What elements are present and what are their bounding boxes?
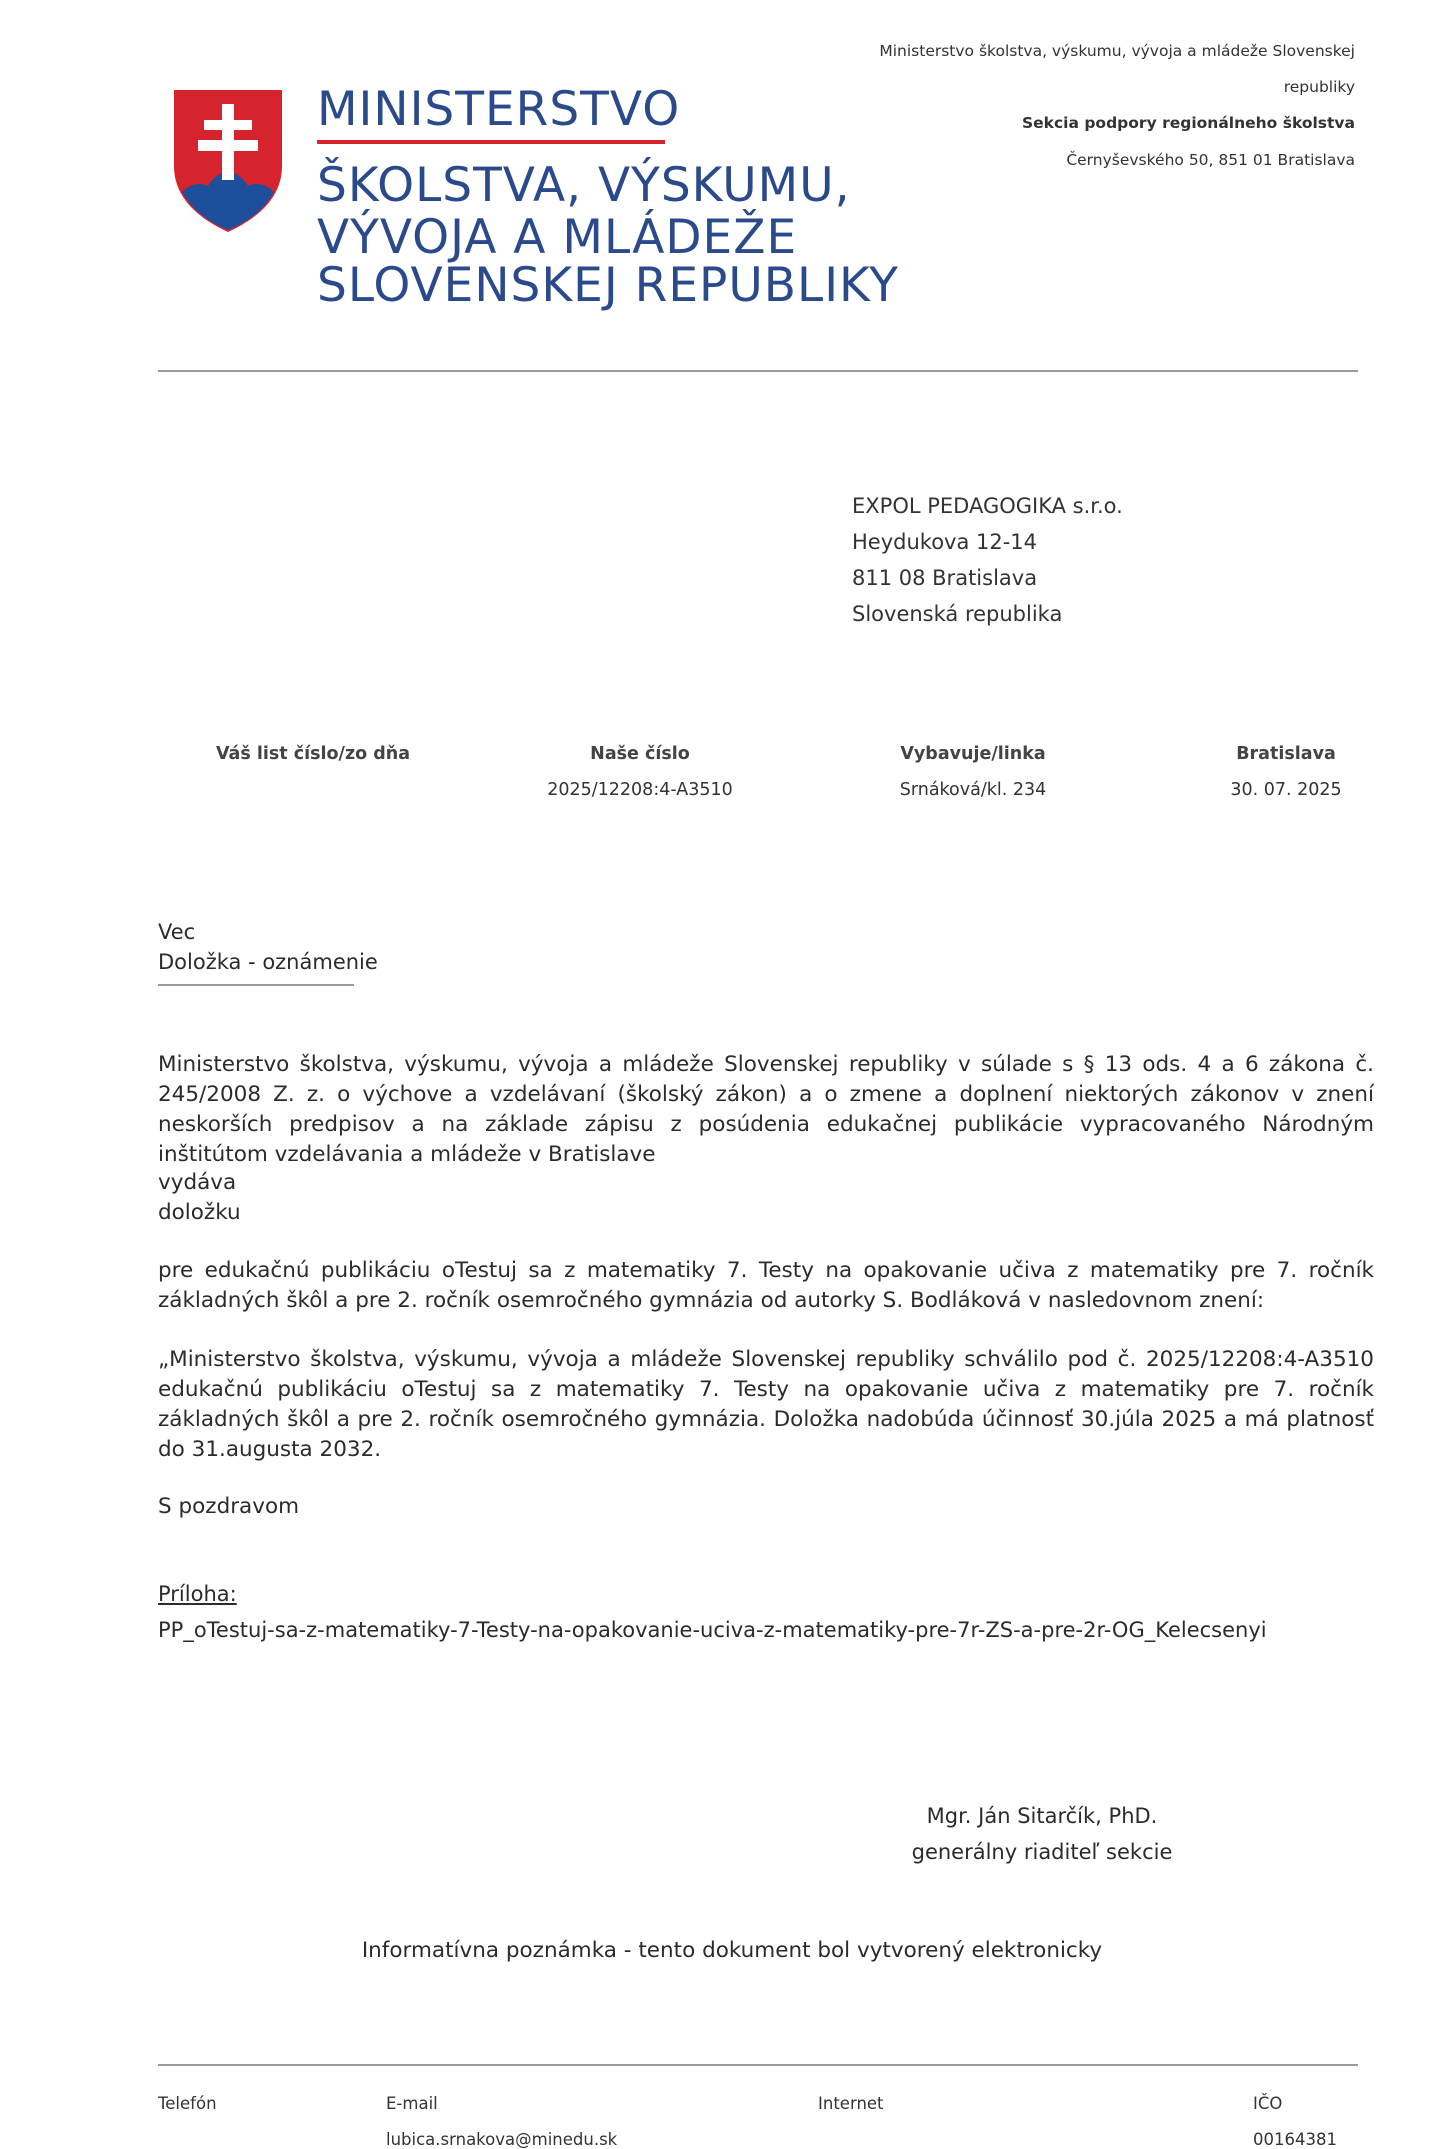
- logo-text-line-1: MINISTERSTVO: [317, 82, 681, 137]
- electronic-document-note: Informatívna poznámka - tento dokument bol vytvorený elektronicky: [361, 1938, 1103, 1963]
- ref-value-our-number: 2025/12208:4-A3510: [547, 780, 733, 800]
- attachment-filename: PP_oTestuj-sa-z-matematiky-7-Testy-na-opakovanie-uciva-z-matematiky-pre-7r-ZS-a-pre-2r-OG_Kelecsenyi: [158, 1618, 1267, 1642]
- body-clause: doložku: [158, 1200, 241, 1225]
- footer-divider: [158, 2064, 1358, 2066]
- recipient-city: 811 08 Bratislava: [852, 566, 1038, 590]
- ref-header-handled-by: Vybavuje/linka: [900, 744, 1046, 764]
- ref-header-your-letter: Váš list číslo/zo dňa: [215, 744, 411, 764]
- signatory-title: generálny riaditeľ sekcie: [911, 1840, 1173, 1864]
- recipient-country: Slovenská republika: [852, 602, 1063, 626]
- ref-header-our-number: Naše číslo: [590, 744, 690, 764]
- attachment-label: Príloha:: [158, 1582, 237, 1606]
- body-paragraph-1: Ministerstvo školstva, výskumu, vývoja a mládeže Slovenskej republiky v súlade s § 13 ods. 4 a 6 zákona č. 245/2008 Z. z. o výchove a vzdelávaní (školský zákon) a o zmene a doplnení niektorých zákonov v znení neskorších predpisov a na základe zápisu z posúdenia edukačnej publikácie vypracovaného Národným inštitútom vzdelávania a mládeže v Bratislave: [158, 1052, 1374, 1167]
- body-issues: vydáva: [158, 1170, 237, 1195]
- footer-header-phone: Telefón: [158, 2094, 217, 2113]
- ref-value-date: 30. 07. 2025: [1230, 780, 1342, 800]
- header-divider: [158, 370, 1358, 372]
- ref-header-place: Bratislava: [1236, 744, 1336, 764]
- slovak-coat-of-arms-icon: [170, 88, 286, 234]
- footer-header-ico: IČO: [1253, 2094, 1283, 2113]
- footer-value-email: lubica.srnakova@minedu.sk: [386, 2130, 618, 2149]
- header-org-line-2: republiky: [1283, 78, 1355, 96]
- signatory-name: Mgr. Ján Sitarčík, PhD.: [926, 1804, 1158, 1828]
- subject-underline: [158, 984, 354, 986]
- subject-text: Doložka - oznámenie: [158, 950, 378, 974]
- recipient-name: EXPOL PEDAGOGIKA s.r.o.: [852, 494, 1123, 518]
- footer-value-ico: 00164381: [1253, 2130, 1337, 2149]
- subject-label: Vec: [158, 920, 196, 944]
- header-section: Sekcia podpory regionálneho školstva: [1022, 114, 1355, 132]
- footer-header-email: E-mail: [386, 2094, 438, 2113]
- recipient-street: Heydukova 12-14: [852, 530, 1038, 554]
- logo-red-bar: [317, 140, 665, 144]
- logo-text-line-2: ŠKOLSTVA, VÝSKUMU,: [317, 158, 851, 213]
- closing-greeting: S pozdravom: [158, 1494, 300, 1519]
- header-address: Černyševského 50, 851 01 Bratislava: [1066, 151, 1355, 169]
- logo-text-line-3: VÝVOJA A MLÁDEŽE: [317, 210, 798, 265]
- footer-header-internet: Internet: [818, 2094, 884, 2113]
- header-org-line-1: Ministerstvo školstva, výskumu, vývoja a mládeže Slovenskej: [879, 42, 1355, 60]
- body-paragraph-3: „Ministerstvo školstva, výskumu, vývoja a mládeže Slovenskej republiky schválilo pod č. 2025/12208:4-A3510 edukačnú publikáciu oTestuj sa z matematiky 7. Testy na opakovanie učiva z matematiky pre 7. ročník základných škôl a pre 2. ročník osemročného gymnázia. Doložka nadobúda účinnosť 30.júla 2025 a má platnosť do 31.augusta 2032.: [158, 1347, 1374, 1462]
- ref-value-handled-by: Srnáková/kl. 234: [899, 780, 1047, 800]
- logo-text-line-4: SLOVENSKEJ REPUBLIKY: [317, 258, 899, 313]
- body-paragraph-2: pre edukačnú publikáciu oTestuj sa z matematiky 7. Testy na opakovanie učiva z matematiky pre 7. ročník základných škôl a pre 2. ročník osemročného gymnázia od autorky S. Bodláková v nasledovnom znení:: [158, 1258, 1374, 1313]
